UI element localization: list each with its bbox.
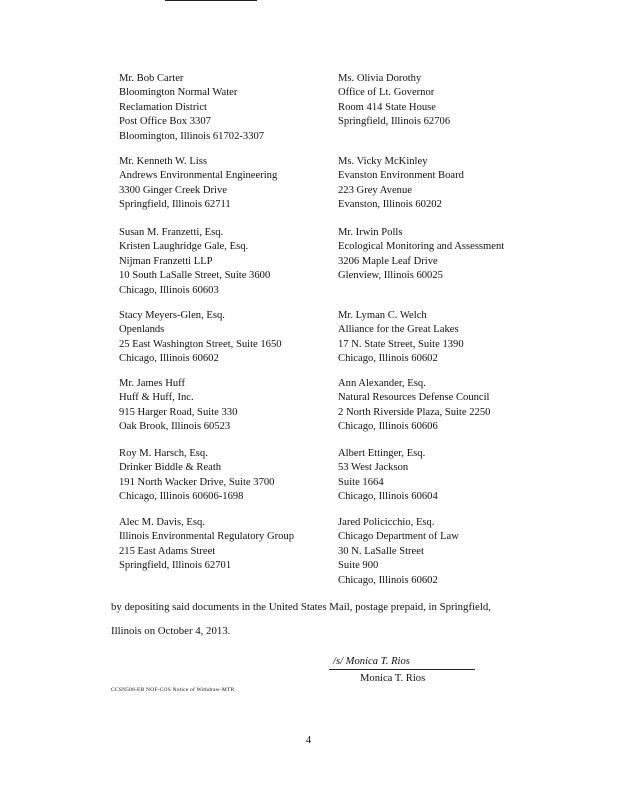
address-block-left-4	[119, 377, 237, 435]
address-line: 3300 Ginger Creek Drive	[119, 184, 227, 196]
printed-name: Monica T. Rios	[360, 673, 426, 684]
address-block-right-6	[338, 516, 459, 588]
address-line: Room 414 State House	[338, 101, 436, 113]
address-line: Albert Ettinger, Esq.	[338, 448, 426, 459]
address-line: Andrews Environmental Engineering	[119, 170, 278, 182]
address-line: Post Office Box 3307	[119, 116, 211, 128]
address-line: 3206 Maple Leaf Drive	[338, 255, 438, 267]
address-line: Office of Lt. Governor	[338, 87, 435, 99]
address-line: Bloomington Normal Water	[119, 87, 238, 99]
address-line: 223 Grey Avenue	[338, 184, 412, 196]
address-line: Ms. Olivia Dorothy	[338, 73, 422, 84]
address-line: Chicago, Illinois 60603	[119, 284, 219, 296]
address-line: Suite 900	[338, 560, 379, 572]
address-line: Huff & Huff, Inc.	[119, 392, 194, 404]
address-line: Susan M. Franzetti, Esq.	[119, 227, 224, 238]
address-line: 17 N. State Street, Suite 1390	[338, 338, 464, 350]
address-line: Chicago, Illinois 60606	[338, 421, 438, 433]
address-line: Kristen Laughridge Gale, Esq.	[119, 241, 249, 253]
address-line: Ecological Monitoring and Assessment	[338, 241, 505, 253]
address-line: Chicago, Illinois 60602	[119, 353, 219, 365]
address-block-left-1	[119, 155, 277, 213]
address-line: 25 East Washington Street, Suite 1650	[119, 338, 282, 350]
address-line: Chicago, Illinois 60606-1698	[119, 491, 244, 503]
address-block-right-3	[338, 309, 464, 367]
address-line: Chicago Department of Law	[338, 531, 459, 543]
address-line: Mr. James Huff	[119, 378, 186, 389]
address-line: 215 East Adams Street	[119, 545, 216, 557]
address-line: Natural Resources Defense Council	[338, 392, 490, 404]
address-line: Mr. Bob Carter	[119, 73, 184, 84]
address-line: Ms. Vicky McKinley	[338, 156, 428, 167]
address-block-right-4	[338, 377, 490, 435]
address-line: Roy M. Harsch, Esq.	[119, 448, 208, 459]
address-line: Chicago, Illinois 60602	[338, 353, 438, 365]
address-line: Alec M. Davis, Esq.	[119, 517, 205, 528]
address-line: 2 North Riverside Plaza, Suite 2250	[338, 406, 491, 418]
address-line: 30 N. LaSalle Street	[338, 545, 424, 557]
closing-line-2: Illinois on October 4, 2013.	[111, 625, 231, 637]
address-block-right-5	[338, 447, 438, 505]
address-block-left-6	[119, 516, 294, 574]
address-line: Jared Policicchio, Esq.	[338, 517, 435, 528]
address-block-left-2	[119, 226, 270, 298]
closing-line-1: by depositing said documents in the United States Mail, postage prepaid, in Springfield,	[111, 601, 491, 613]
address-line: Ann Alexander, Esq.	[338, 378, 426, 389]
address-line: 53 West Jackson	[338, 462, 409, 474]
address-line: Springfield, Illinois 62711	[119, 199, 231, 211]
address-line: Alliance for the Great Lakes	[338, 324, 459, 336]
address-line: Openlands	[119, 324, 165, 336]
address-line: Evanston, Illinois 60202	[338, 199, 442, 211]
address-line: Springfield, Illinois 62701	[119, 560, 232, 572]
address-line: Stacy Meyers-Glen, Esq.	[119, 310, 225, 321]
top-rule	[165, 0, 257, 1]
address-line: Illinois Environmental Regulatory Group	[119, 531, 295, 543]
signature-block	[329, 655, 475, 686]
address-line: Oak Brook, Illinois 60523	[119, 421, 231, 433]
address-block-right-2	[338, 226, 504, 284]
address-line: Reclamation District	[119, 101, 207, 113]
address-block-right-0	[338, 72, 450, 130]
address-line: Nijman Franzetti LLP	[119, 255, 213, 267]
address-line: Suite 1664	[338, 476, 384, 488]
address-line: Mr. Lyman C. Welch	[338, 310, 427, 321]
address-line: Chicago, Illinois 60604	[338, 491, 438, 503]
signature-name: Monica T. Rios	[343, 656, 410, 667]
address-line: Mr. Kenneth W. Liss	[119, 156, 207, 167]
page-number: 4	[305, 734, 312, 746]
address-line: Mr. Irwin Polls	[338, 227, 403, 238]
address-line: Drinker Biddle & Reath	[119, 462, 222, 474]
address-line: Springfield, Illinois 62706	[338, 116, 451, 128]
address-block-right-1	[338, 155, 464, 213]
address-line: Glenview, Illinois 60025	[338, 270, 443, 282]
address-block-left-5	[119, 447, 274, 505]
address-line: 191 North Wacker Drive, Suite 3700	[119, 476, 275, 488]
signature-slash: /s/	[333, 656, 344, 667]
address-block-left-0	[119, 72, 264, 144]
document-reference: CCSN508-EB NOF-COS Notice of Withdraw-MTR	[111, 687, 235, 693]
signature-line	[329, 655, 475, 670]
address-line: Chicago, Illinois 60602	[338, 574, 438, 586]
address-line: Evanston Environment Board	[338, 170, 464, 182]
address-block-left-3	[119, 309, 282, 367]
address-line: Bloomington, Illinois 61702-3307	[119, 130, 265, 142]
address-line: 915 Harger Road, Suite 330	[119, 406, 238, 418]
address-line: 10 South LaSalle Street, Suite 3600	[119, 270, 271, 282]
